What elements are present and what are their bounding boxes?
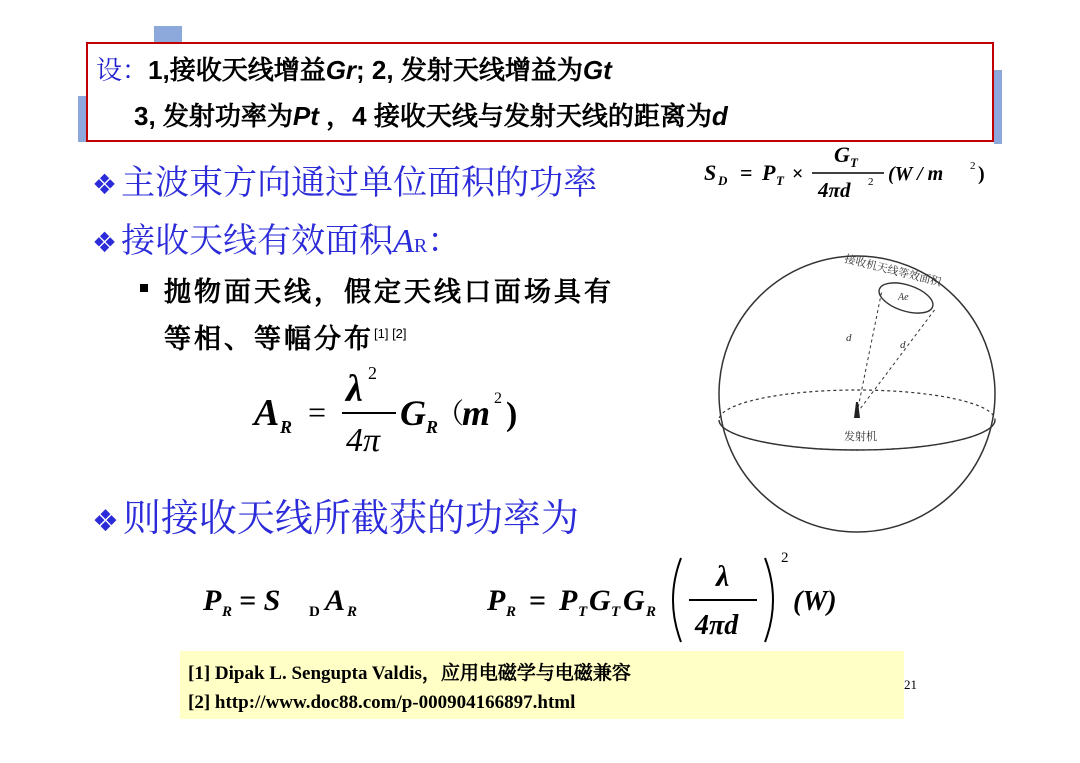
f-ar-eq: = [308,394,327,430]
f-pr2-gt-sub: T [611,604,621,620]
bullet-colon: ： [427,221,462,261]
f-pr1-eq: = S [239,584,281,617]
f-ar-unit-close: ) [506,396,518,433]
bullet-var-a: A [393,223,414,260]
deco-bar-right [994,70,1002,144]
figure-isotropic-sphere [716,238,1006,538]
f-ar-unit-open: （ [436,399,465,430]
square-bullet-icon [140,284,148,292]
f-pr2-paren-right [765,558,773,642]
def-text: ; 2, 发射天线增益为 [356,55,583,85]
def-var-gr: Gr [325,55,357,85]
f-ar-num-sup: 2 [368,363,377,383]
definitions-box [86,42,994,142]
f-pr1-a-sub: R [347,604,358,620]
f-pr2-unit: (W) [793,586,837,617]
figure-label-ae: Ae [898,292,909,303]
bullet-text: 则接收天线所截获的功率为 [122,496,579,540]
f-pr1-sd-sub: D [309,604,320,620]
bullet-power-density [92,155,597,204]
f-pr2-gr: G [623,584,645,617]
f-pr2-pow: 2 [781,550,789,566]
def-text: 1,接收天线增益 [148,55,326,85]
def-text: ，4 接收天线与发射天线的距离为 [318,101,712,131]
bullet-var-a-sub: R [413,235,428,257]
f-pr2-gr-sub: R [646,604,657,620]
f-sd-unit-sup: 2 [970,160,976,172]
f-ar-lhs: A [254,392,280,434]
formula-power-density [700,140,1000,200]
references-box [180,651,904,719]
def-var-d: d [711,101,728,131]
sub-bullet-ref-marks: [1] [2] [374,326,407,341]
f-pr2-gt: G [589,584,611,617]
f-sd-den-sup: 2 [868,176,874,188]
diamond-bullet-icon: ❖ [92,504,119,539]
definition-prefix: 设： [96,56,149,86]
figure-label-transmitter: 发射机 [844,430,877,443]
def-text: 3, 发射功率为 [134,101,293,131]
f-pr2-pt-sub: T [578,604,588,620]
figure-sphere-outline [719,256,995,532]
f-pr2-lhs-sub: R [506,604,517,620]
f-sd-times: × [792,163,804,185]
formula-received-power [195,548,875,648]
f-sd-lhs-sub: D [718,173,728,188]
f-sd-num-sub: T [850,155,858,170]
figure-line-d1 [857,290,882,413]
f-sd-eq: = [740,160,753,185]
figure-label-d2: d [900,339,906,351]
bullet-text: 主波束方向通过单位面积的功率 [121,163,598,203]
bullet-text: 接收天线有效面积 [121,221,394,261]
sub-bullet-parabolic [140,272,614,360]
f-sd-lhs: S [704,160,717,185]
f-pr1-lhs-sub: R [222,604,233,620]
definition-line-1 [96,50,612,87]
f-sd-den: 4πd [818,178,851,200]
f-pr2-paren-left [673,558,681,642]
f-pr2-den: 4πd [695,610,739,641]
sub-bullet-line-2: 等相、等幅分布 [164,324,374,355]
figure-line-d2 [857,308,936,413]
f-ar-den: 4π [346,422,381,459]
f-sd-pt: P [762,160,776,185]
def-var-gt: Gt [582,55,612,85]
reference-1: [1] Dipak L. Sengupta Valdis，应用电磁学与电磁兼容 [188,663,631,684]
bullet-received-power [92,487,579,542]
f-ar-unit-sup: 2 [494,390,502,407]
f-sd-pt-sub: T [776,173,784,188]
f-ar-lhs-sub: R [280,417,293,437]
definition-line-2 [134,96,728,133]
figure-label-d1: d [846,332,852,344]
sub-bullet-line-1: 抛物面天线，假定天线口面场具有 [164,277,614,308]
formula-effective-area [250,355,550,475]
diamond-bullet-icon: ❖ [92,168,118,201]
f-pr1-lhs: P [203,584,222,617]
f-sd-unit-close: ) [978,163,985,185]
f-sd-num: G [834,142,850,167]
reference-2: [2] http://www.doc88.com/p-000904166897.html [188,692,576,713]
f-ar-g: G [400,393,426,433]
f-pr2-lhs: P [487,584,506,617]
f-ar-num: λ [346,368,363,410]
page-number: 21 [904,677,917,692]
def-var-pt: Pt [292,101,319,131]
f-ar-g-sub: R [426,417,439,437]
f-pr1-a: A [325,584,346,617]
figure-label-area: 接收机天线等效面积 [843,252,943,289]
f-pr2-pt: P [559,584,578,617]
diamond-bullet-icon: ❖ [92,226,118,259]
f-ar-unit: m [462,393,491,433]
f-sd-unit: (W / m [888,163,944,185]
f-pr2-eq: = [529,584,547,617]
f-pr2-num: λ [716,560,730,593]
bullet-effective-area [92,213,461,262]
